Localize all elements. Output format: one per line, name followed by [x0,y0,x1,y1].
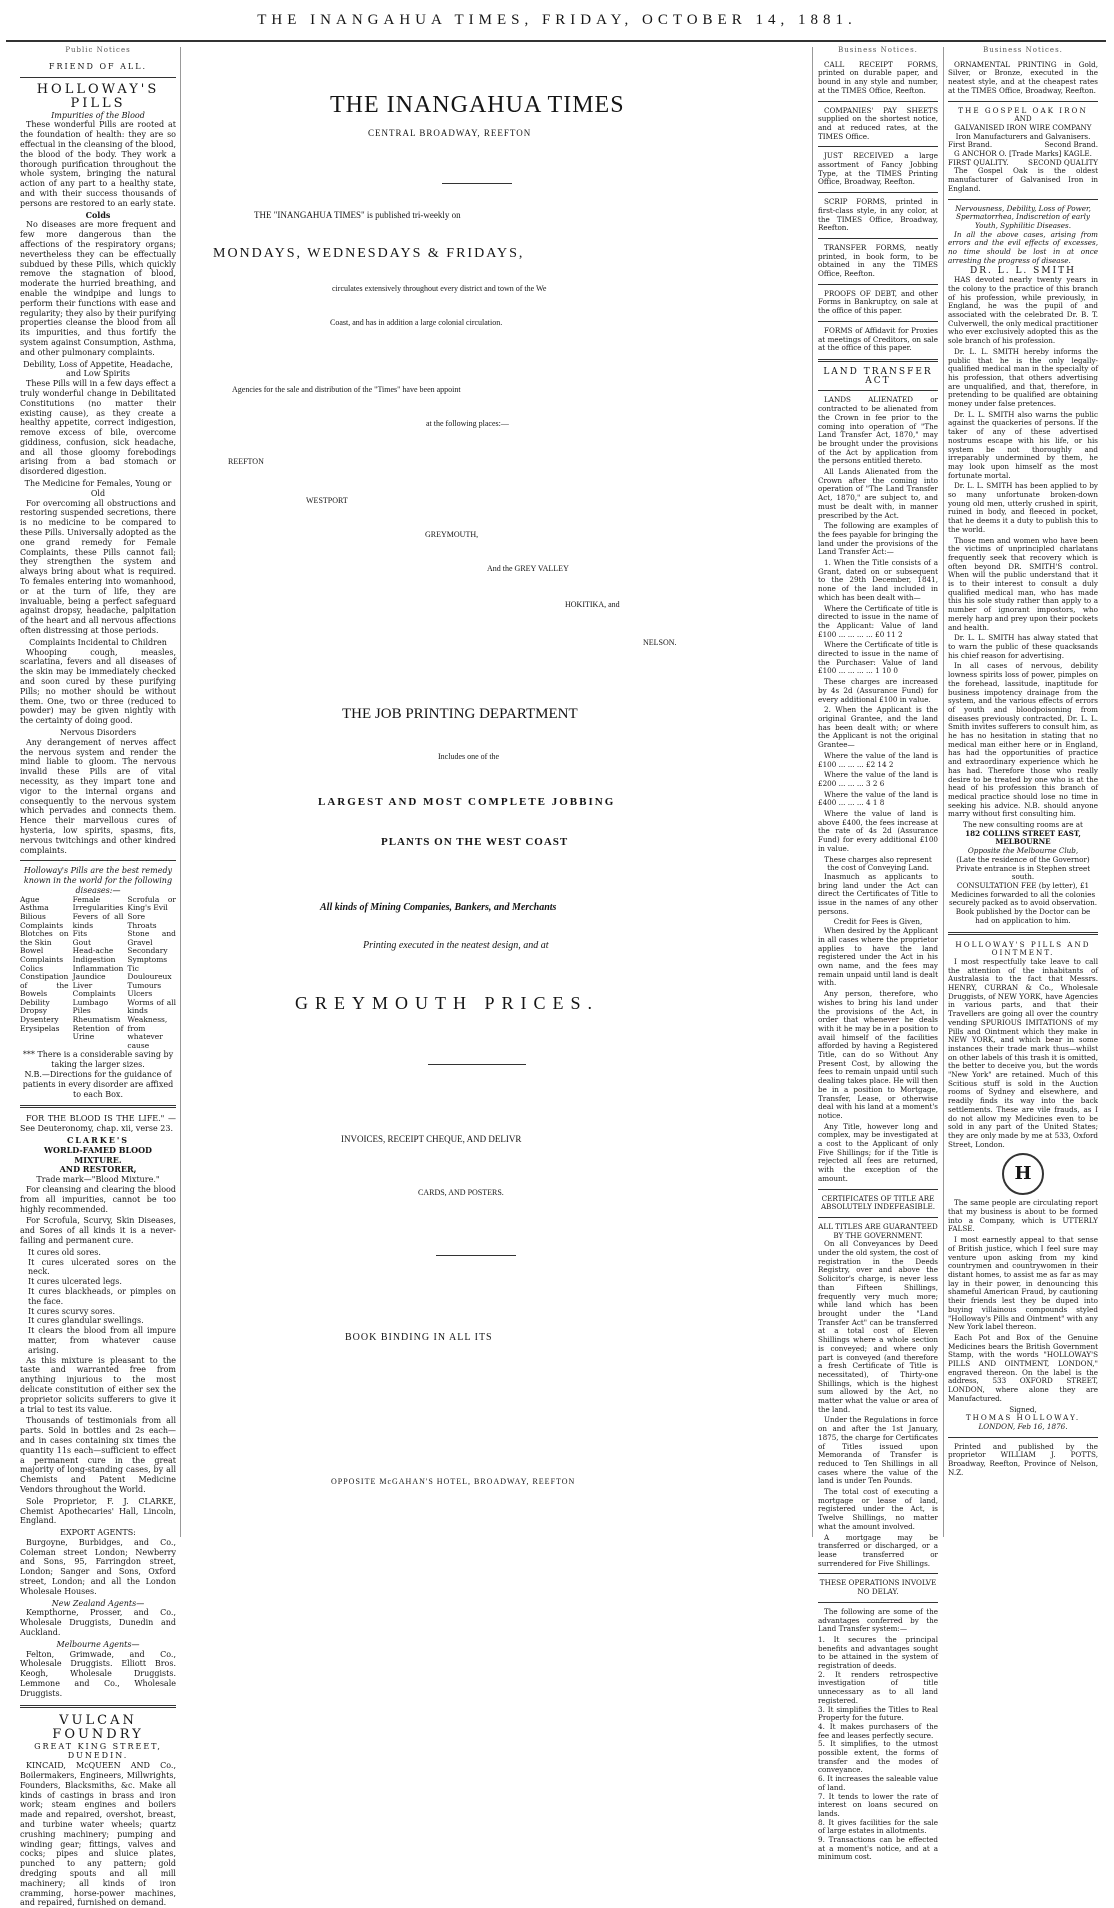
notice-call-receipt: CALL RECEIPT FORMS, printed on durable paper, and bound in any style and number, at the TIMES Office, Reefton. [818,59,938,95]
holloway-paragraph: Any derangement of nerves affect the nervous system and render the mind liable to gloom. The nervous invalid these Pills are of vital necessity, as they impart tone and vigor to the internal organs and consequently to the nervous system which pervades and connects them. Hence their marvellous cures of hysteria, low spirits, spasms, fits, nervous twitchings and other kindred complaints. [20,737,176,855]
vulcan-town: DUNEDIN. [67,1751,129,1761]
dr-smith-paragraph: Dr. L. L. SMITH has been applied to by so many unfortunate broken-down young old men, utterly crushed in spirit, ruined in body, and fleeced in pocket, that he deems it a duty to publish this to the world. [948,481,1098,534]
dr-smith-consult: The new consulting rooms are at [963,820,1083,830]
seal-letter: H [1014,1163,1032,1185]
notice-proofs-of-debt: PROOFS OF DEBT, and other Forms in Bankruptcy, on sale at the office of this paper. [818,288,938,316]
notice-scrip-forms: SCRIP FORMS, printed in first-class style, in any color, at the TIMES Office, Broadway, Reefton. [818,197,938,233]
ad-agencies: Agencies for the sale and distribution of the "Times" have been appoint [232,385,461,394]
ornament-rule [428,1064,526,1065]
dr-smith-fee: CONSULTATION FEE (by letter), £1 [956,880,1090,890]
land-paragraph: Under the Regulations in force on and after the 1st January, 1875, the charge for Certificates of Titles issued upon Memoranda of Transfer is reduced to Ten Shillings in all cases where the value of the land is under Ten Pounds. [818,1415,938,1486]
invoices-line: INVOICES, RECEIPT CHEQUE, AND DELIVR [341,1134,522,1144]
fee-row: Where the Certificate of title is directed to issue in the name of the Purchaser: Value of land £100 ... ... ... ... 1 10 0 [818,640,938,676]
nervousness-paragraph: In all the above cases, arising from errors and the evil effects of excesses, no time should be lost in at once arresting the progress of disease. [948,229,1098,265]
vulcan-street: GREAT KING STREET, [34,1741,162,1751]
vulcan-body: KINCAID, McQUEEN AND Co., Boilermakers, Engineers, Millwrights, Founders, Blacksmiths, &c. Make all kinds of castings in brass and iron work; steam engines and boilers made and repaired, overshot, breast, and turbine water wheels; quartz crushing machinery; pumping and winding gear; fittings, valves and cocks; pipes and sluice plates, punched to any pattern; gold dredging spouts and all mill machinery; all kinds of iron cramming, horse-power machines, and repaired, furnished on demand. [20,1761,176,1908]
holloway-paragraph: Whooping cough, measles, scarlatina, fevers and all diseases of the skin may be immediately checked and soon cured by these purifying Pills; no mother should be without them. One, two or three (reduced to powder) may be given nightly with the certainty of doing good. [20,647,176,726]
dr-smith-paragraph: Dr. L. L. SMITH also warns the public against the quackeries of persons. If the taker of any of these advertised nostrums escape with his life, or his system be not thoroughly and irreparably undermined by them, he may look upon himself as the most fortunate mortal. [948,409,1098,480]
melbourne-agents-list: Felton, Grimwade, and Co., Wholesale Druggists. Elliott Bros. Keogh, Wholesale Druggists. Lemmone and Co., Wholesale Druggists. [20,1649,176,1698]
column-header: Business Notices. [838,46,918,54]
dr-smith-late: (Late the residence of the Governor) Private entrance is in Stephen street south. [955,854,1091,882]
top-rule [6,40,1106,42]
land-paragraph: All Lands Alienated from the Crown after the coming into operation of "The Land Transfer Act, 1870," are subject to, and must be dealt with, in manner prescribed by the Act. [818,467,938,520]
directions-note: N.B.—Directions for the guidance of patients in every disorder are affixed to each Box. [22,1070,174,1099]
masthead: THE INANGAHUA TIMES, FRIDAY, OCTOBER 14, 1881. [257,12,857,28]
land-paragraph: The following are examples of the fees payable for bringing the land under the provisions of the Land Transfer Act:— [818,521,938,557]
ad-circulates: circulates extensively throughout every district and town of the We [332,284,547,293]
ornament-rule [442,183,512,184]
notice-transfer-forms: TRANSFER FORMS, neatly printed, in book form, to be obtained in any the TIMES Office, Reefton. [818,242,938,279]
divider [948,101,1098,102]
clarke-trade-mark: Trade mark—"Blood Mixture." [36,1175,160,1185]
divider [948,1437,1098,1438]
gospel-oak-manufacturers: Iron Manufacturers and Galvanisers. [955,131,1091,141]
largest-plant-line: LARGEST AND MOST COMPLETE JOBBING [318,796,616,808]
clarke-restorer: AND RESTORER, [59,1164,137,1175]
holloway-notice-paragraph: The same people are circulating report that my business is about to be formed into a Company, which is UTTERLY FALSE. [948,1198,1098,1234]
place-reefton: REEFTON [228,457,264,466]
holloway-notice-paragraph: Each Pot and Box of the Genuine Medicines bears the British Government Stamp, with the words "HOLLOWAY'S PILLS AND OINTMENT, LONDON," engraved thereon. On the label is the address, 533 OXFORD STREET, LONDON, where alone they are Manufactured. [948,1332,1098,1403]
gospel-oak-subtitle: GALVANISED IRON WIRE COMPANY [954,122,1092,132]
plants-line: PLANTS ON THE WEST COAST [381,836,569,848]
place-westport: WESTPORT [306,496,348,505]
holloway-title: HOLLOWAY'S PILLS [36,81,160,111]
ad-title: THE INANGAHUA TIMES [330,92,625,118]
holloway-notice-paragraph: I most earnestly appeal to that sense of British justice, which I feel sure may venture upon asking from my kind countrymen and countrywomen in their distant homes, to assist me as far as may lay in their power, in denouncing this shameful American Fraud, by cautioning their friends lest they be duped into buying villainous compounds styled "Holloway's Pills and Ointment" with any New York label thereon. [948,1235,1098,1332]
place-hokitika: HOKITIKA, and [565,600,620,609]
friend-heading: FRIEND OF ALL. [48,61,148,71]
holloway-notice-paragraph: I most respectfully take leave to call the attention of the inhabitants of Australasia to the fact that Messrs. HENRY, CURRAN & Co., Wholesale Druggists, of NEW YORK, have Agencies in various parts, and that their Travellers are going all over the country vending SPURIOUS IMITATIONS of my Pills and Ointment which they make in NEW YORK, and which bear in some instances their trade mark thus—whilst on other labels of this trash it is omitted, the better to deceive you, but the words "New York" are retained. Much of this Scitious stuff is sold in the Auction rooms of Sydney and elsewhere, and readily finds its way into the back settlements. These are vile frauds, as I do not allow my Medicines even to be sold in any part of the United States; they are only made by me at 533, Oxford Street, London. [948,956,1098,1149]
column-header: Business Notices. [983,46,1063,54]
fee-row: Where the value of the land is £200 ... ... ... 3 2 6 [818,770,938,788]
column-header: Public Notices [65,46,131,54]
holloway-paragraph: These Pills will in a few days effect a truly wonderful change in Debilitated Constitutions (no matter their existing cause), as they create a healthy appetite, correct indigestion, remove excess of bile, overcome giddiness, confusion, sick headache, and all those gloomy forebodings arising from a bad stomach or disordered digestion. [20,379,176,477]
column-public-notices [20,46,176,1908]
land-paragraph: The following are some of the advantages conferred by the Land Transfer system:— [818,1606,938,1634]
cards-line: CARDS, AND POSTERS. [418,1188,504,1197]
no-delay-heading: THESE OPERATIONS INVOLVE NO DELAY. [819,1578,937,1597]
land-paragraph: Any person, therefore, who wishes to bring his land under the provisions of the Act, in order that whenever he deals with it he may be in a position to avail himself of the facilities afforded by having a Registered Title, can do so Without Any Present Cost, by allowing the fees to remain unpaid until such dealing takes place. He will then be in a position to Mortgage, Transfer, Lease, or otherwise deal with his land at a moment's notice. [818,989,938,1120]
notice-affidavit-forms: FORMS of Affidavit for Proxies at meetings of Creditors, on sale at the office of this paper. [818,325,938,353]
dr-smith-paragraph: Dr. L. L. SMITH hereby informs the public that he is the only legally-qualified medical man in the specialty of his profession, that others advertising are unqualified, and that, therefore, in pretending to be qualified are obtaining money under false pretences. [948,346,1098,409]
clarke-paragraph: For Scrofula, Scurvy, Skin Diseases, and Sores of all kinds it is a never-failing and permanent cure. [20,1216,176,1245]
children-heading: Complaints Incidental to Children [29,637,167,647]
job-includes: Includes one of the [438,752,500,761]
gospel-oak-title: THE GOSPEL OAK IRON [958,105,1088,115]
advantages-list: 1. It secures the principal benefits and advantages sought to be attained in the system of registration of deeds. 2. It renders retrospective investigation of title unnecessary as to all land registered. 3. It simplifies the Titles to Real Property for the future. 4. It makes purchasers of the fee and leases perfectly secure. 5. It simplifies, to the utmost possible extent, the forms of transfer and the modes of conveyance. 6. It increases the saleable value of land. 7. It tends to lower the rate of interest on loans secured on lands. 8. It gives facilities for the sale of large estates in allotments. 9. Transactions can be effected at a moment's notice, and at a minimum cost. [818,1634,938,1862]
holloway-paragraph: For overcoming all obstructions and restoring suspended secretions, there is no medicine to be compared to these Pills. Universally adopted as the one grand remedy for Female Complaints, these Pills cannot fail; they strengthen the system and always bring about what is required. To females entering into womanhood, or at the turn of life, they are invaluable, being a perfect safeguard against dropsy, headache, palpitation of the heart and all nervous affections often distressing at those periods. [20,498,176,636]
brand-first: First Brand. [948,140,993,150]
land-paragraph: The total cost of executing a mortgage or lease of land, registered under the Act, is Twelve Shillings, no matter what the amount involved. [818,1487,938,1531]
place-greymouth: GREYMOUTH, [425,530,479,539]
dr-smith-paragraph: Those men and women who have been the victims of unprincipled charlatans frequently seek that recovery which is often beyond DR. SMITH'S control. When will the public understand that it is to their interest to consult a duly qualified medical man, who has made this his sole study rather than apply to a number of ignorant impostors, who merely harp and prey upon their pockets and health. [948,535,1098,632]
dr-smith-book: Book published by the Doctor can be had on application to him. [955,907,1091,925]
divider [818,284,938,285]
diseases-col-b: Female Irregularities Fevers of all kinds Fits Gout Head-ache Indigestion Inflammation Jaundice Liver Complaints Lumbago Piles Rheumatism Retention of Urine [72,894,124,1042]
ad-places: at the following places:— [426,419,509,428]
divider [948,932,1098,935]
place-nelson: NELSON. [643,638,677,647]
notice-companies: COMPANIES' PAY SHEETS supplied on the shortest notice, and at reduced rates, at the TIMES Office. [818,105,938,141]
land-paragraph: A mortgage may be transferred or discharged, or a lease transferred or surrendered for Five Shillings. [818,1532,938,1568]
holloway-notice-title: HOLLOWAY'S PILLS AND OINTMENT. [955,939,1091,958]
dr-smith-paragraph: Dr. L. L. SMITH has alway stated that to warn the public of these quacksands his chief reason for advertising. [948,633,1098,660]
printing-line: Printing executed in the neatest design, and at [363,940,549,951]
holloway-seal-icon [1002,1153,1044,1195]
best-remedy-line: Holloway's Pills are the best remedy known in the world for the following diseases:— [23,866,173,895]
credit-heading: Credit for Fees is Given, [833,917,923,927]
agents-list: Burgoyne, Burbidges, and Co., Coleman street London; Newberry and Sons, 95, Farringdon street, London; Sanger and Sons, Oxford street, London; and all the London Wholesale Houses. [20,1537,176,1596]
certificates-heading: CERTIFICATES OF TITLE ARE ABSOLUTELY INDEFEASIBLE. [820,1193,936,1212]
nervousness-heading: Nervousness, Debility, Loss of Power, Spermatorrhea, Indiscretion of early Youth, Syphilitic Diseases. [955,203,1091,230]
column-rule-3 [943,47,944,1537]
dr-smith-medicines: Medicines forwarded to all the colonies securely packed as to avoid observation. [948,889,1098,908]
nz-agents-heading: New Zealand Agents— [51,1598,145,1608]
clarke-proprietor: Sole Proprietor, F. J. CLARKE, Chemist Apothecaries' Hall, Lincoln, England. [20,1496,176,1526]
diseases-col-c: Scrofula or King's Evil Sore Throats Stone and Gravel Secondary Symptoms Tic Douloureux Tumours Ulcers Worms of all kinds Weakness, from whatever cause [127,894,176,1050]
clarke-title: CLARKE'S [66,1135,130,1146]
greymouth-prices: GREYMOUTH PRICES. [295,993,600,1013]
holloway-date: LONDON, Feb 16, 1876. [978,1421,1068,1431]
divider [818,192,938,193]
column-rule-2 [812,47,813,1537]
land-paragraph: Where the value of land is above £400, the fees increase at the rate of 4s 2d (Assurance Fund) for every additional £100 in value. [818,809,938,853]
clarke-cures-list: It cures old sores. It cures ulcerated sores on the neck. It cures ulcerated legs. It cures blackheads, or pimples on the face. It cures scurvy sores. It cures glandular swellings. It clears the blood from all impure matter, from whatever cause arising. [28,1247,176,1355]
quality-second: SECOND QUALITY [1028,157,1098,167]
divider [818,359,938,362]
gospel-oak-and: AND [1014,114,1032,124]
land-paragraph: Any Title, however long and complex, may be investigated at a cost to the Applicant of only Five Shillings; for if the Title is rejected all fees are returned, with the exception of the amount. [818,1121,938,1183]
mining-line: All kinds of Mining Companies, Bankers, and Merchants [320,902,557,913]
fee-row: Where the Certificate of title is directed to issue in the name of the Applicant: Value of land £100 ... ... ... ... £0 11 2 [818,603,938,639]
guaranteed-heading: ALL TITLES ARE GUARANTEED BY THE GOVERNMENT. [818,1221,938,1240]
land-paragraph: These charges also represent the cost of Conveying Land. [824,854,932,873]
diseases-col-a: Ague Asthma Bilious Complaints Blotches on the Skin Bowel Complaints Colics Constipation of the Bowels Debility Dropsy Dysentery Erysipelas [20,894,69,1033]
divider [818,1573,938,1574]
divider [818,321,938,322]
clarke-subtitle: WORLD-FAMED BLOOD MIXTURE. [44,1144,152,1165]
ornamental-printing-notice: ORNAMENTAL PRINTING in Gold, Silver, or Bronze, executed in the neatest style, and at the cheapest rates at the TIMES Office, Broadway, Reefton. [948,59,1098,95]
divider [818,1602,938,1603]
holloway-subtitle: Impurities of the Blood [51,110,145,120]
divider [818,1189,938,1190]
divider [948,199,1098,200]
ad-address: CENTRAL BROADWAY, REEFTON [368,128,532,138]
divider [20,1705,176,1708]
divider [20,1105,176,1108]
quality-first: FIRST QUALITY. [948,157,1009,167]
divider [818,1217,938,1218]
land-paragraph: When desired by the Applicant in all cases where the proprietor applies to have the land registered under the Act in his own name, and the fees may remain unpaid until land is dealt with. [818,926,938,988]
dr-smith-opposite: Opposite the Melbourne Club, [967,846,1079,856]
fee-row: Where the value of the land is £400 ... ... ... 4 1 8 [818,789,938,808]
divider [818,101,938,102]
gospel-oak-note: The Gospel Oak is the oldest manufacturer of Galvanised Iron in England. [948,166,1098,193]
holloway-paragraph: No diseases are more frequent and few more dangerous than the affections of the respiratory organs; nevertheless they can be effectually subdued by these Pills, which quickly remove the stagnation of blood, moderate the hurried breathing, and enable the windpipe and lungs to perform their functions with ease and regularity; they also by their purifying properties cleanse the blood from all its impurities, and thus fortify the system against Consumption, Asthma, and other pulmonary complaints. [20,220,176,357]
ornament-rule [436,1255,516,1256]
fee-row: Where the value of the land is £100 ... ... ... £2 14 2 [818,750,938,769]
divider [818,238,938,239]
export-agents-heading: EXPORT AGENTS: [60,1528,136,1538]
dr-smith-title: DR. L. L. SMITH [970,266,1076,277]
land-paragraph: 2. When the Applicant is the original Grantee, and the land has been dealt with; or where the Applicant is not the original Grantee— [818,705,938,750]
brand-second: Second Brand. [1044,140,1098,150]
divider [818,390,938,391]
holloway-signed: Signed, [1009,1404,1037,1414]
clarke-paragraph: As this mixture is pleasant to the taste and warranted free from anything injurious to the most delicate constitution of either sex the proprietor solicits sufferers to give it a trial to test its value. [20,1355,176,1414]
column-rule-1 [180,47,181,1537]
clarke-paragraph: Thousands of testimonials from all parts. Sold in bottles and 2s each—and in cases containing six times the quantity 11s each—sufficient to effect a permanent cure in the great majority of long-standing cases, by all Chemists and Patent Medicine Vendors throughout the World. [20,1416,176,1494]
brand-trade-marks: G ANCHOR O. [Trade Marks] KAGLE. [954,149,1092,159]
dr-smith-paragraph: HAS devoted nearly twenty years in the colony to the practice of this branch of his profession, while previously, in England, he was the pupil of and associated with the celebrated Dr. B. T. Culverwell, the only medical practitioner who ever exclusively adopted this as the sole branch of his profession. [948,275,1098,346]
land-paragraph: These charges are increased by 4s 2d (Assurance Fund) for every additional £100 in value. [818,677,938,704]
ad-footer-address: OPPOSITE McGAHAN'S HOTEL, BROADWAY, REEFTON [331,1477,576,1486]
divider [20,860,176,861]
imprint: Printed and published by the proprietor WILLIAM J. POTTS, Broadway, Reefton, Province of Nelson, N.Z. [948,1441,1098,1477]
vulcan-title: VULCAN FOUNDRY [52,1712,144,1742]
binding-line: BOOK BINDING IN ALL ITS [345,1332,493,1343]
blood-life-quote: FOR THE BLOOD IS THE LIFE." —See Deuteronomy, chap. xii, verse 23. [20,1114,176,1134]
clarke-paragraph: For cleansing and clearing the blood from all impurities, cannot be too highly recommended. [20,1185,176,1214]
nz-agents-list: Kempthorne, Prosser, and Co., Wholesale Druggists, Dunedin and Auckland. [20,1608,176,1638]
dr-smith-address: 182 COLLINS STREET EAST, MELBOURNE [965,828,1081,847]
colds-heading: Colds [85,209,111,220]
land-paragraph: 1. When the Title consists of a Grant, dated on or subsequent to the 29th December, 1841, none of the land included in which has been dealt with— [818,558,938,602]
females-heading: The Medicine for Females, Young or Old [24,479,172,498]
diseases-list [20,896,176,1051]
column-business-notices [818,46,938,1862]
divider [818,146,938,147]
land-paragraph: LANDS ALIENATED or contracted to be alienated from the Crown in fee prior to the coming into operation of "The Land Transfer Act, 1870," may be brought under the provisions of the Act by application from the persons entitled thereto. [818,395,938,466]
saving-note: *** There is a considerable saving by taking the larger sizes. [22,1050,174,1070]
ad-coast: Coast, and has in addition a large colonial circulation. [330,318,503,327]
dr-smith-paragraph: In all cases of nervous, debility lowness spirits loss of power, pimples on the forehead, lassitude, inaptitude for business impotency drainage from the system, and the various effects of errors of youth and bloodpoisoning from diseases previously contracted, Dr. L. L. Smith invites sufferers to consult him, as he has no hesitation in stating that no medical man either here or in England, has had the opportunities of practice and extraordinary experience which he has had. Therefore those who really desire to be treated by one who is at the head of his profession this branch of medical practice should lose no time in seeking his advice. N.B. should anyone marry without first consulting him. [948,661,1098,819]
place-grey-valley: And the GREY VALLEY [487,564,569,573]
job-dept-heading: THE JOB PRINTING DEPARTMENT [342,706,578,722]
nervous-heading: Nervous Disorders [59,728,137,737]
melbourne-agents-heading: Melbourne Agents— [56,1639,140,1649]
land-paragraph: On all Conveyances by Deed under the old system, the cost of registration in the Deeds Registry, over and above the Solicitor's charge, is never less than Fifteen Shillings, frequently very much more; while land which has been brought under the "Land Transfer Act" can be transferred at a total cost of Eleven Shillings where a whole section is conveyed; and where only part is conveyed (and therefore a fresh Certificate of Title is necessitated), of Thirty-one Shillings, which is the highest sum allowed by the Act, no matter what the value or area of the land. [818,1239,938,1414]
ad-published: THE "INANGAHUA TIMES" is published tri-weekly on [254,210,461,220]
ad-days: MONDAYS, WEDNESDAYS & FRIDAYS, [213,246,525,261]
land-paragraph: Inasmuch as applicants to bring land under the Act can direct the Certificates of Title to issue in the names of any other persons. [818,871,938,916]
holloway-signature-name: THOMAS HOLLOWAY. [965,1413,1081,1423]
notice-just-received: JUST RECEIVED a large assortment of Fancy Jobbing Type, at the TIMES Printing Office, Broadway, Reefton. [818,151,938,187]
column-business-notices-2 [948,46,1098,1538]
holloway-paragraph: These wonderful Pills are rooted at the foundation of health: they are so effectual in the cleansing of the blood, the blood of the body. They work a thorough purification throughout the whole system, bringing the natural action of any part to a healthy state, and with their success thousands of persons are restored to an early state. [20,120,176,208]
debility-heading: Debility, Loss of Appetite, Headache, and Low Spirits [23,359,173,379]
divider [20,77,176,78]
land-transfer-title: LAND TRANSFER ACT [823,366,933,386]
